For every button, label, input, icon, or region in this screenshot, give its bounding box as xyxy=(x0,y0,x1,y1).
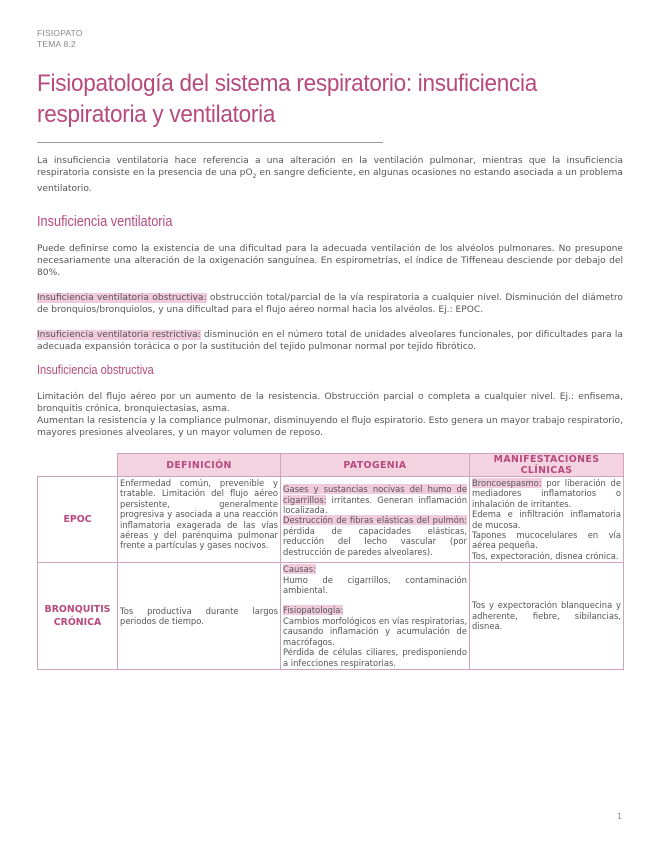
spacer xyxy=(283,595,467,605)
header-patogenia: PATOGENIA xyxy=(281,454,470,477)
bronquitis-causas-label: Causas: xyxy=(283,564,316,575)
obstructiva-description xyxy=(37,391,623,439)
epoc-pat1-term: Gases y sustancias nocivas del humo de cigarrillos: xyxy=(283,484,467,505)
epoc-pat2-term: Destrucción de fibras elásticas del pulmón: xyxy=(283,515,467,526)
bronquitis-fisio-2: Pérdida de células ciliares, predisponiendo a infecciones respiratorias. xyxy=(283,647,467,668)
bronquitis-fisio-label: Fisiopatología: xyxy=(283,605,344,616)
title-divider xyxy=(37,142,383,143)
document-header xyxy=(37,28,83,50)
obstructiva-term: Insuficiencia ventilatoria obstructiva: xyxy=(37,293,207,303)
obstructiva-line-1: Limitación del flujo aéreo por un aumento de la resistencia. Obstrucción parcial o completa a cualquier nivel. Ej.: enfisema, bronquitis crónica, bronquiectasias, asma. xyxy=(37,392,623,414)
epoc-man-3: Tapones mucocelulares en vía aérea pequeña. xyxy=(472,530,621,551)
epoc-man-4: Tos, expectoración, disnea crónica. xyxy=(472,550,619,561)
restrictiva-text: disminución en el número total de unidades alveolares funcionales, por dificultades para la adecuada expansión torácica o por la sustitución del tejido pulmonar normal por tejido fibrótico. xyxy=(37,330,623,352)
intro-text-a: La insuficiencia ventilatoria hace referencia a una alteración en la ventilación pulmonar, mientras que la insuficiencia respiratoria consiste en la presencia de una pO xyxy=(37,156,623,178)
obstructiva-text: obstrucción total/parcial de la vía respiratoria a cualquier nivel. Disminución del diámetro de bronquios/bronquiolos, y una dificultad para el flujo aéreo normal hacia los alvéolos. Ej.: EPOC. xyxy=(37,293,623,315)
course-label: FISIOPATO xyxy=(37,28,83,38)
epoc-patogenia-2 xyxy=(283,515,467,557)
restrictiva-paragraph xyxy=(37,329,623,353)
restrictiva-term: Insuficiencia ventilatoria restrictiva: xyxy=(37,330,201,340)
epoc-man-1 xyxy=(472,478,621,509)
epoc-man-2: Edema e infiltración inflamatoria de mucosa. xyxy=(472,509,621,530)
bronquitis-manifestaciones: Tos y expectoración blanquecina y adherente, fiebre, sibilancias, disnea. xyxy=(470,563,624,670)
topic-label: TEMA 8.2 xyxy=(37,39,76,49)
comparison-table xyxy=(37,453,624,670)
intro-subscript: 2 xyxy=(252,172,257,180)
table-row xyxy=(38,477,624,563)
epoc-pat1-text: irritantes. Generan inflamación localizada. xyxy=(283,494,467,516)
epoc-manifestaciones xyxy=(470,477,624,563)
section-heading-ventilatoria: Insuficiencia ventilatoria xyxy=(37,214,173,230)
bronquitis-patogenia xyxy=(281,563,470,670)
row-header-bronquitis: BRONQUITIS CRÓNICA xyxy=(38,563,118,670)
section-heading-obstructiva: Insuficiencia obstructiva xyxy=(37,363,154,377)
ventilatoria-paragraph: Puede definirse como la existencia de una dificultad para la adecuada ventilación de los alvéolos pulmonares. No presupone necesariamente una alteración de la oxigenación sanguínea. En espirometrías, el índice de Tiffeneau desciende por debajo del 80%. xyxy=(37,244,623,278)
epoc-pat2-text: pérdida de capacidades elásticas, reducción del lecho vascular (por destrucción de paredes alveolares). xyxy=(283,525,467,557)
intro-text-b: en sangre deficiente, en algunas ocasiones no estando asociada a un problema ventilatorio. xyxy=(37,168,623,194)
obstructiva-paragraph xyxy=(37,292,623,316)
bronquitis-definicion: Tos productiva durante largos periodos de tiempo. xyxy=(118,563,281,670)
table-header-row xyxy=(38,454,624,477)
page-number: 1 xyxy=(617,812,623,821)
bronquitis-causas-text: Humo de cigarrillos, contaminación ambiental. xyxy=(283,574,467,596)
header-definicion: DEFINICIÓN xyxy=(118,454,281,477)
obstructiva-line-2: Aumentan la resistencia y la compliance pulmonar, disminuyendo el flujo espiratorio. Esto genera un mayor trabajo respiratorio, mayores presiones alveolares, y un mayor volumen de reposo. xyxy=(37,416,624,438)
epoc-patogenia xyxy=(281,477,470,563)
epoc-man1-term: Broncoespasmo: xyxy=(472,478,542,488)
epoc-definicion: Enfermedad común, prevenible y tratable. Limitación del flujo aéreo persistente, generalmente progresiva y asociada a una reacción inflamatoria exagerada de las vías aéreas y del parénquima pulmonar frente a partículas y gases nocivos. xyxy=(118,477,281,563)
table-corner xyxy=(38,454,118,477)
epoc-patogenia-1 xyxy=(283,484,467,515)
epoc-man1-text: por liberación de mediadores inflamatorios o inhalación de irritantes. xyxy=(472,478,621,509)
row-header-epoc: EPOC xyxy=(38,477,118,563)
page-title: Fisiopatología del sistema respiratorio: insuficiencia respiratoria y ventilatoria xyxy=(37,70,538,128)
intro-paragraph xyxy=(37,155,623,195)
table-row xyxy=(38,563,624,670)
header-manifestaciones: MANIFESTACIONES CLÍNICAS xyxy=(470,454,624,477)
bronquitis-fisio-1: Cambios morfológicos en vías respiratorias, causando inflamación y acumulación de macrófagos. xyxy=(283,615,467,647)
